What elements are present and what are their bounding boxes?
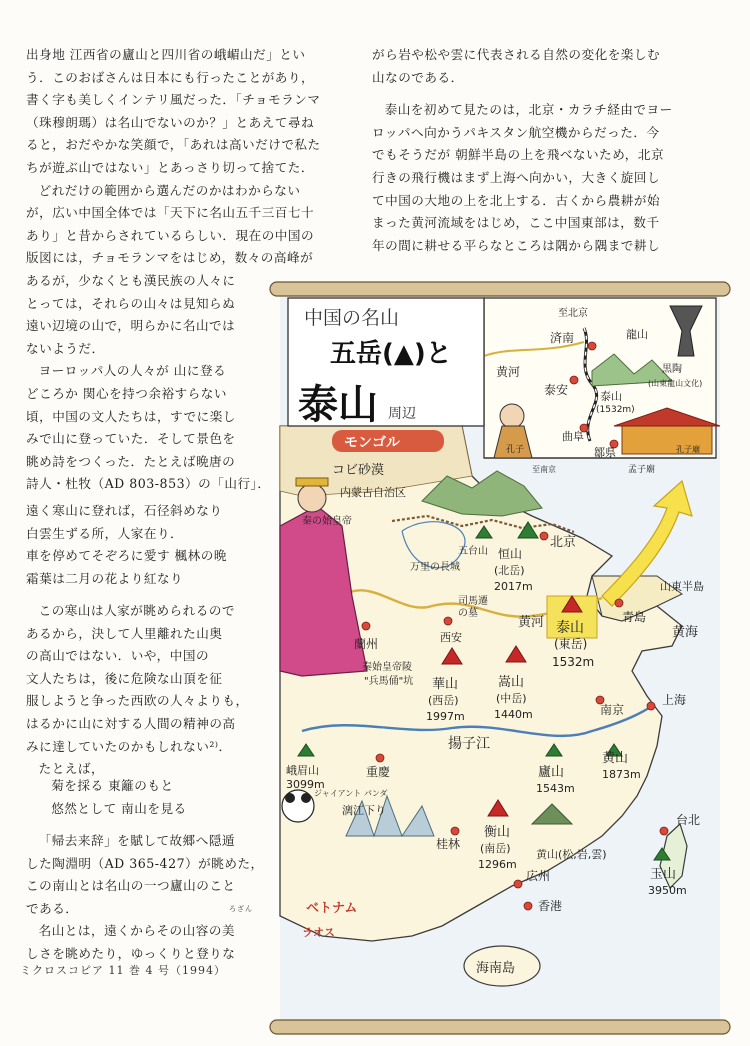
inset-taishan-height: (1532m) bbox=[596, 405, 635, 415]
huangshan-height: 1873m bbox=[602, 768, 641, 781]
poem-line: 車を停めてそぞろに愛す 楓林の晩 bbox=[26, 548, 227, 564]
mongol-label: モンゴル bbox=[344, 435, 400, 451]
terracotta-label: "兵馬俑"坑 bbox=[364, 676, 414, 687]
shanghai-label: 上海 bbox=[662, 693, 687, 707]
lushan-label: 廬山 bbox=[538, 765, 565, 780]
map-title-line2: 五岳(▲)と bbox=[330, 339, 452, 369]
huangshan-label: 黄山 bbox=[602, 751, 629, 766]
inset-taishan: 泰山 bbox=[600, 390, 622, 403]
shanghai-dot bbox=[647, 702, 655, 710]
songshan-height: 1440m bbox=[494, 708, 533, 721]
hengshan-south-sub: (南岳) bbox=[480, 842, 511, 855]
lushan-height: 1543m bbox=[536, 782, 575, 795]
inset-zouxian: 鄒県 bbox=[594, 446, 616, 459]
inset-to-nanjing: 至南京 bbox=[532, 465, 556, 474]
huashan-height: 1997m bbox=[426, 710, 465, 723]
taipei-label: 台北 bbox=[676, 813, 701, 827]
hengshan-south-height: 1296m bbox=[478, 858, 517, 871]
text-line: とっては，それらの山々は見知らぬ bbox=[26, 295, 236, 311]
emei-height: 3099m bbox=[286, 778, 325, 791]
confucius-figure-icon bbox=[500, 404, 524, 428]
text-line: はるかに山に対する人間の精神の高 bbox=[26, 715, 236, 731]
poem-line: 菊を採る 東籬のもと bbox=[51, 778, 174, 793]
simaqian-tomb-label: の墓 bbox=[458, 608, 478, 619]
guilin-dot bbox=[451, 827, 459, 835]
text-line: 眺め詩をつくった．たとえば晩唐の bbox=[26, 453, 236, 469]
inset-yellow-river: 黄河 bbox=[496, 365, 521, 379]
text-line: う．このおばさんは日本にも行ったことがあり， bbox=[26, 69, 315, 85]
inset-jinan-dot bbox=[588, 342, 596, 350]
text-line: である． bbox=[26, 900, 79, 916]
text-line: 山なのである． bbox=[372, 69, 464, 85]
poem-line: 悠然として 南山を見る bbox=[51, 800, 187, 816]
paragraph-gap bbox=[372, 89, 673, 99]
text-line: たとえば， bbox=[38, 761, 105, 777]
text-line: 遠い辺境の山で，明らかに名山では bbox=[26, 318, 236, 334]
text-line: でもそうだが 朝鮮半島の上を飛べないため，北京 bbox=[372, 147, 665, 163]
text-line: この寒山は人家が眺められるので bbox=[38, 603, 235, 618]
qingdao-dot bbox=[615, 599, 623, 607]
text-line: した陶淵明（AD 365-427）が眺めた， bbox=[26, 855, 264, 871]
vietnam-label: ベトナム bbox=[306, 901, 358, 916]
text-line: どれだけの範囲から選んだのかはわからない bbox=[38, 182, 301, 198]
inset-qufu: 曲阜 bbox=[562, 430, 584, 443]
hengshan-south-label: 衡山 bbox=[484, 825, 511, 840]
text-line: この南山とは名山の一つ廬山のこと bbox=[26, 878, 236, 894]
inset-taian-dot bbox=[570, 376, 578, 384]
text-line: 服しようと争った西欧の人々よりも， bbox=[26, 693, 249, 709]
inset-jinan: 済南 bbox=[550, 331, 575, 345]
text-line: どころか 関心を持つ余裕すらない bbox=[26, 385, 227, 401]
guangzhou-label: 広州 bbox=[526, 869, 551, 883]
taishan-sub: (東岳) bbox=[554, 637, 588, 651]
map-title-surroundings: 周辺 bbox=[388, 406, 416, 422]
text-line: 頃，中国の文人たちは，すでに楽し bbox=[26, 408, 236, 424]
panda-label: ジャイアント パンダ bbox=[314, 789, 388, 798]
huangshan-note: 黄山(松,岩,雲) bbox=[536, 848, 607, 861]
yushan-height: 3950m bbox=[648, 884, 687, 897]
huashan-label: 華山 bbox=[432, 677, 459, 692]
emei-label: 峨眉山 bbox=[286, 764, 319, 777]
text-line: あり」と昔からされているらしい．現在の中国の bbox=[26, 227, 315, 243]
text-line: 詩人・杜牧（AD 803-853）の「山行」． bbox=[26, 476, 271, 492]
inset-confucius: 孔子 bbox=[506, 445, 525, 455]
inset-black-pottery: 黒陶 bbox=[662, 364, 682, 375]
taipei-dot bbox=[660, 827, 668, 835]
text-line: しさを眺めたり，ゆっくりと登りな bbox=[26, 945, 236, 961]
hengshan-north-height: 2017m bbox=[494, 580, 533, 593]
scroll-bottom-rod bbox=[270, 1020, 730, 1034]
text-line: 行きの飛行機はまず上海へ向かい，大きく旋回し bbox=[372, 169, 661, 185]
text-line: がら岩や松や雲に代表される自然の変化を楽しむ bbox=[372, 47, 661, 62]
yellow-sea-label: 黄海 bbox=[672, 625, 699, 640]
text-line: 名山とは，遠くからその山容の美 bbox=[38, 923, 235, 939]
wutai-label: 五台山 bbox=[458, 546, 488, 557]
songshan-label: 嵩山 bbox=[498, 675, 525, 690]
hainan-label: 海南島 bbox=[476, 961, 516, 976]
china-mountains-map bbox=[262, 276, 738, 1038]
qin-tomb-label: 秦始皇帝陵 bbox=[362, 662, 412, 673]
great-wall-label: 万里の長城 bbox=[410, 562, 460, 573]
text-line: 版図には，チョモランマをはじめ，数々の高峰が bbox=[26, 250, 314, 266]
map-title-line1: 中国の名山 bbox=[304, 307, 400, 329]
lijiang-label: 漓江下り bbox=[342, 804, 386, 817]
chongqing-label: 重慶 bbox=[366, 765, 391, 779]
furigana-rozan: ろざん bbox=[229, 905, 253, 913]
scroll-top-rod bbox=[270, 282, 730, 296]
text-line: 書く字も美しくインテリ風だった．「チョモランマ bbox=[26, 92, 321, 108]
text-line: ると，おだやかな笑顔で，「あれは高いだけで私た bbox=[26, 137, 321, 153]
footer-citation: ミクロスコピア 11 巻 4 号（1994） bbox=[20, 964, 226, 977]
taishan-height: 1532m bbox=[552, 655, 595, 669]
text-line: 「帰去来辞」を賦して故郷へ隠遁 bbox=[38, 833, 235, 848]
yushan-label: 玉山 bbox=[650, 867, 677, 882]
inset-mencius-temple: 孟子廟 bbox=[628, 465, 656, 475]
hongkong-dot bbox=[524, 902, 532, 910]
text-line: 文人たちは，後に危険な山頂を征 bbox=[26, 670, 223, 686]
simaqian-label: 司馬遷 bbox=[458, 596, 488, 607]
text-line: まった黄河流域をはじめ，ここ中国東部は，数千 bbox=[372, 215, 660, 231]
chongqing-dot bbox=[376, 754, 384, 762]
yellow-river-label: 黄河 bbox=[518, 615, 545, 630]
inner-mongolia-label: 内蒙古自治区 bbox=[340, 486, 406, 499]
xian-label: 西安 bbox=[440, 631, 462, 644]
poem-sankou bbox=[26, 500, 227, 590]
huashan-sub: (西岳) bbox=[428, 694, 459, 707]
inset-to-beijing: 至北京 bbox=[558, 308, 588, 319]
poem-tao bbox=[26, 775, 187, 820]
qin-emperor-label: 秦の始皇帝 bbox=[302, 516, 352, 527]
shandong-label: 山東半島 bbox=[660, 580, 704, 593]
map-title-line3: 泰山 bbox=[298, 382, 378, 428]
hengshan-north-sub: (北岳) bbox=[494, 564, 525, 577]
laos-label: ラオス bbox=[302, 926, 335, 939]
text-line: （珠穆朗瑪）は名山でないのか？」とあえて尋ね bbox=[26, 114, 315, 130]
hongkong-label: 香港 bbox=[538, 899, 563, 913]
beijing-label: 北京 bbox=[550, 535, 577, 550]
songshan-sub: (中岳) bbox=[496, 692, 527, 705]
text-line: みに達していたのかもしれない²⁾． bbox=[26, 738, 232, 754]
left-column-bottom bbox=[26, 830, 264, 966]
lanzhou-dot bbox=[362, 622, 370, 630]
text-line: あるが，少なくとも漢民族の人々に bbox=[26, 272, 236, 288]
poem-line: 遠く寒山に登れば，石径斜めなり bbox=[26, 503, 223, 518]
xian-dot bbox=[444, 617, 452, 625]
qingdao-label: 青島 bbox=[622, 610, 647, 624]
guilin-label: 桂林 bbox=[436, 837, 461, 851]
poem-line: 霜葉は二月の花より紅なり bbox=[26, 570, 184, 586]
left-column-mid bbox=[26, 600, 249, 781]
beijing-dot bbox=[540, 532, 548, 540]
nanjing-label: 南京 bbox=[600, 703, 625, 717]
lanzhou-label: 蘭州 bbox=[354, 637, 379, 651]
text-line: みで山に登っていた．そして景色を bbox=[26, 431, 236, 447]
text-line: 出身地 江西省の廬山と四川省の峨嵋山だ」とい bbox=[26, 47, 306, 62]
right-column-top bbox=[372, 44, 673, 257]
text-line: 泰山を初めて見たのは，北京・カラチ経由でヨー bbox=[384, 102, 673, 118]
text-line: あるから，決して人里離れた山奥 bbox=[26, 625, 223, 641]
text-line: ヨーロッパ人の人々が 山に登る bbox=[38, 363, 227, 379]
inset-confucius-temple: 孔子廟 bbox=[676, 445, 700, 454]
text-line: ロッパへ向かうパキスタン航空機からだった．今 bbox=[372, 124, 660, 140]
text-line: が，広い中国全体では「天下に名山五千三百七十 bbox=[26, 205, 315, 221]
text-line: 年の間に耕せる平らなところは隅から隅まで耕し bbox=[372, 237, 661, 253]
hengshan-north-label: 恒山 bbox=[498, 547, 523, 561]
guangzhou-dot bbox=[514, 880, 522, 888]
inset-longshan: 龍山 bbox=[626, 328, 648, 341]
text-line: ちが遊ぶ山ではない」とあっさり切って捨てた． bbox=[26, 159, 314, 175]
taishan-label: 泰山 bbox=[556, 620, 584, 636]
text-line: て中国の大地の上を北上する．古くから農耕が始 bbox=[372, 192, 661, 208]
inset-taian: 泰安 bbox=[544, 383, 569, 397]
text-line: の高山ではない．いや，中国の bbox=[26, 648, 210, 664]
text-line: ないようだ． bbox=[26, 340, 105, 356]
gobi-label: コビ砂漠 bbox=[332, 463, 385, 478]
poem-line: 白雲生ずる所，人家在り． bbox=[26, 525, 184, 541]
inset-longshan-culture: (山東龍山文化) bbox=[648, 379, 703, 388]
yangtze-label: 揚子江 bbox=[448, 736, 490, 752]
